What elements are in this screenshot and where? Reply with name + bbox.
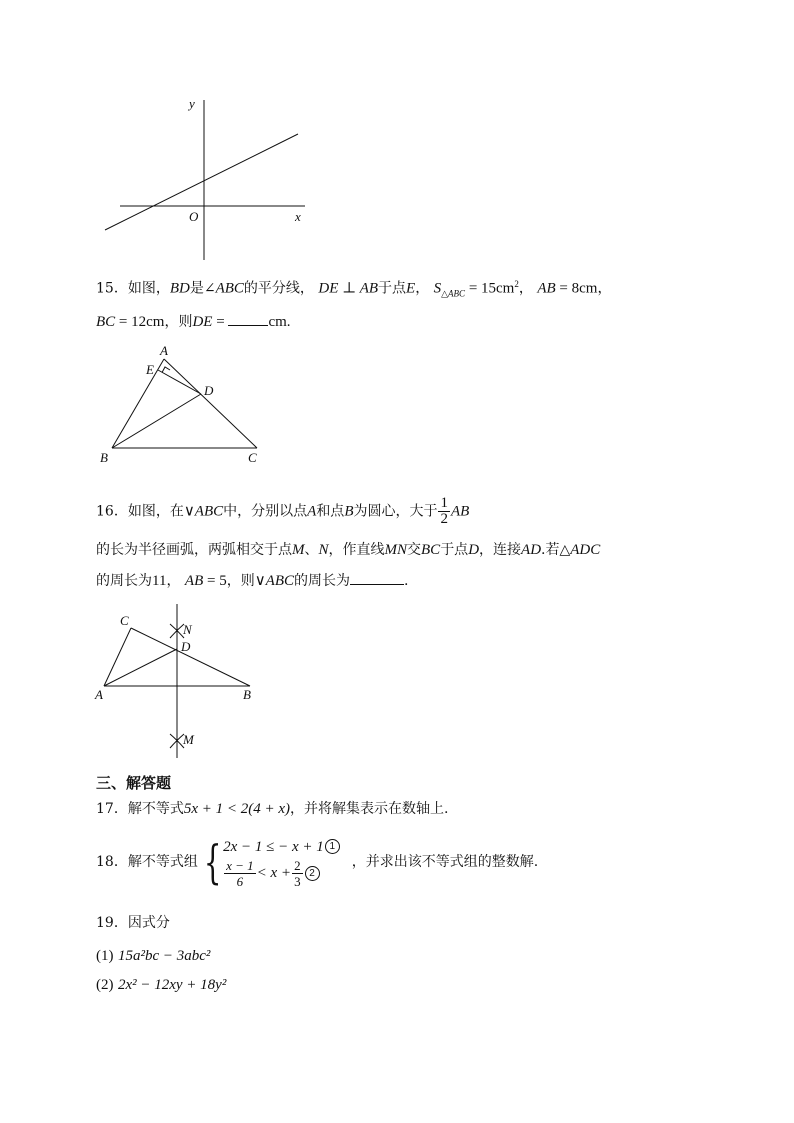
function-line	[105, 134, 298, 230]
label-d: D	[204, 383, 214, 398]
side-ab	[112, 359, 164, 448]
label-d: D	[181, 639, 191, 654]
triangle-figure-q16	[92, 598, 267, 763]
triangle-figure-q15	[96, 342, 271, 467]
q17-number: 17．	[96, 801, 128, 817]
x-axis-label: x	[295, 209, 301, 224]
linear-function-graph	[100, 92, 310, 267]
question-16-line-2: 的长为半径画弧，两弧相交于点M、N，作直线MN交BC于点D，连接AD.若△ADC	[96, 542, 601, 558]
origin-label: O	[189, 209, 199, 224]
circled-2: 2	[305, 866, 320, 881]
q16-number: 16．	[96, 503, 128, 520]
q16-answer-blank[interactable]	[350, 570, 404, 585]
q18-number: 18．	[96, 854, 128, 870]
system-brace: {	[203, 835, 222, 889]
fraction-one-half: $\frac{1}{2}$	[440, 495, 448, 527]
section-3-heading: 三、解答题	[96, 774, 172, 792]
label-c: C	[120, 613, 129, 628]
question-16-line-1: 16．如图，在∨ABC中，分别以点A和点B为圆心，大于 $\frac{1}{2}$ AB	[96, 495, 470, 527]
label-b: B	[243, 687, 251, 702]
q15-answer-blank[interactable]	[228, 311, 268, 326]
question-17: 17．解不等式5x + 1 < 2(4 + x)，并将解集表示在数轴上.	[96, 801, 449, 817]
label-c: C	[248, 450, 257, 465]
label-a: A	[160, 343, 168, 358]
segment-bd	[112, 394, 201, 448]
right-angle-mark	[162, 367, 170, 373]
label-e: E	[146, 362, 154, 377]
fraction-2-over-3: $\frac{2}{3}$	[294, 857, 301, 889]
circled-1: 1	[325, 839, 340, 854]
label-b: B	[100, 450, 108, 465]
q19-number: 19．	[96, 915, 128, 931]
question-19-part-1: (1) 15a²bc − 3abc²	[96, 948, 211, 964]
question-19-part-2: (2) 2x² − 12xy + 18y²	[96, 977, 227, 993]
question-15-line-2: BC = 12cm，则DE = cm.	[96, 311, 291, 332]
side-ac	[104, 628, 131, 686]
question-19-title: 19．因式分	[96, 915, 170, 931]
label-a: A	[95, 687, 103, 702]
label-m: M	[183, 732, 194, 747]
side-ac	[164, 359, 257, 448]
q15-number: 15．	[96, 280, 128, 297]
label-n: N	[183, 622, 192, 637]
inequality-system: 2x − 1 ≤ − x + 1 1 $\frac{x - 1}{6}$ < x + $\frac{2}{3}$ 2	[223, 836, 340, 889]
segment-ad	[104, 649, 177, 686]
question-15-line-1: 15．如图，BD是∠ABC的平分线， DE ⊥ AB于点E， $S_{\triangle ABC} = 15cm^2$， AB = 8cm，	[96, 279, 612, 299]
y-axis-label: y	[189, 96, 195, 111]
fraction-x-minus-1-over-6: $\frac{x - 1}{6}$	[226, 857, 254, 889]
question-16-line-3: 的周长为11， AB = 5，则∨ABC的周长为 .	[96, 570, 408, 591]
question-18: 18． 解不等式组 { 2x − 1 ≤ − x + 1 1 $\frac{x - 1}{6}$ < x + $\frac{2}{3}$ 2 ，并求出该不等式组的整数解.	[96, 835, 539, 889]
